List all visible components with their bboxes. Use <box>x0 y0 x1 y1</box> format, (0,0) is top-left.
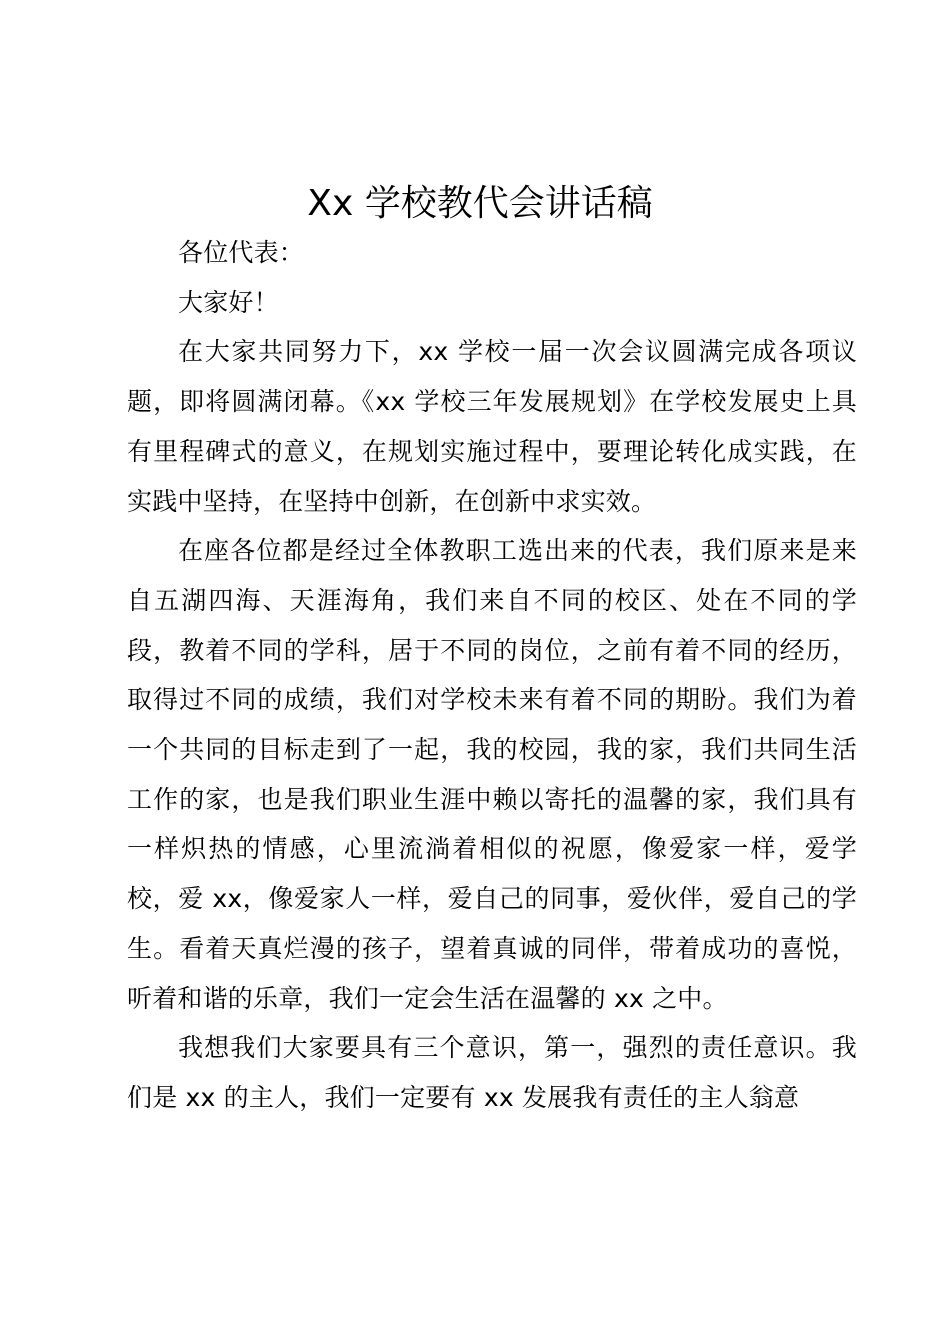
paragraph-greeting: 大家好！ <box>178 287 279 317</box>
document-title: Xx 学校教代会讲话稿 <box>307 183 653 224</box>
document-body <box>127 228 857 1123</box>
paragraph-three-awareness: 我想我们大家要具有三个意识，第一，强烈的责任意识。我们是 xx 的主人，我们一定要有 xx 发展我有责任的主人翁意 <box>127 1033 857 1112</box>
paragraph-salutation: 各位代表： <box>178 238 305 267</box>
paragraph-meeting-summary: 在大家共同努力下，xx 学校一届一次会议圆满完成各项议题，即将圆满闭幕。《xx 学校三年发展规划》在学校发展史上具有里程碑式的意义，在规划实施过程中，要理论转化成实践，在实践中坚持，在坚持中创新，在创新中求实效。 <box>127 337 857 516</box>
paragraph-delegates: 在座各位都是经过全体教职工选出来的代表，我们原来是来自五湖四海、天涯海角，我们来自不同的校区、处在不同的学段，教着不同的学科，居于不同的岗位，之前有着不同的经历，取得过不同的成绩，我们对学校未来有着不同的期盼。我们为着一个共同的目标走到了一起，我的校园，我的家，我们共同生活工作的家，也是我们职业生涯中赖以寄托的温馨的家，我们具有一样炽热的情感，心里流淌着相似的祝愿，像爱家一样，爱学校，爱 xx，像爱家人一样，爱自己的同事，爱伙伴，爱自己的学生。看着天真烂漫的孩子，望着真诚的同伴，带着成功的喜悦，听着和谐的乐章，我们一定会生活在温馨的 xx 之中。 <box>127 536 857 1013</box>
